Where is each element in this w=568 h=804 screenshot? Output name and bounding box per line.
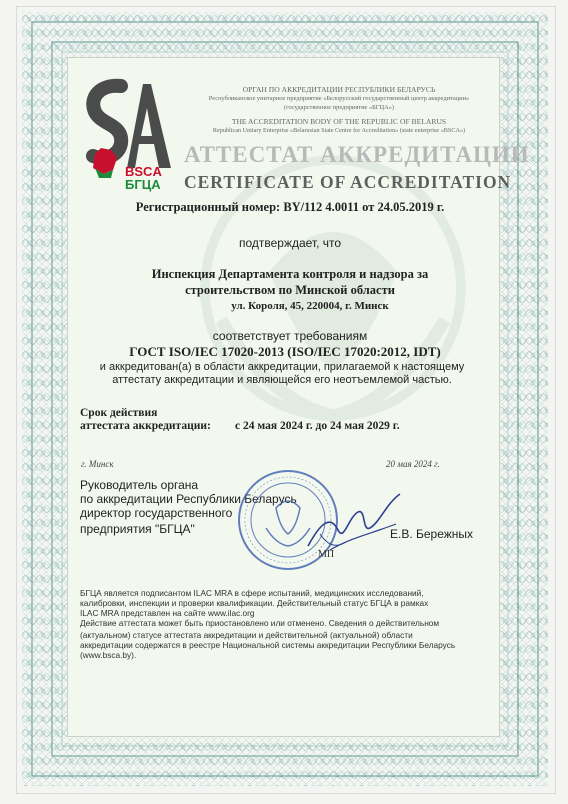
- accredited-text-line1: и аккредитован(а) в области аккредитации, прилагаемой к настоящему: [99, 361, 465, 373]
- footer-line-3: ILAC MRA представлен на сайте www.ilac.org: [80, 608, 255, 618]
- title-en: CERTIFICATE OF ACCREDITATION: [184, 172, 512, 192]
- signatory-title-line4: предприятия "БГЦА": [80, 522, 195, 536]
- footer-line-1: БГЦА является подписантом ILAC MRA в сфере испытаний, медицинских исследований,: [80, 588, 424, 598]
- accredited-text-line2: аттестату аккредитации и являющейся его неотъемлемой частью.: [112, 374, 452, 386]
- logo-bsca-text: BSCA: [125, 164, 162, 179]
- footer-line-6: аккредитации содержатся в реестре Национальной системы аккредитации Республики Беларусь: [80, 640, 456, 650]
- issue-city: г. Минск: [81, 459, 114, 469]
- signatory-title-line1: Руководитель органа: [80, 478, 199, 492]
- standard-reference: ГОСТ ISO/IEC 17020-2013 (ISO/IEC 17020:2012, IDT): [129, 344, 441, 359]
- footer-line-7: (www.bsca.by).: [80, 650, 137, 660]
- title-ru: АТТЕСТАТ АККРЕДИТАЦИИ: [184, 142, 530, 167]
- header-enterprise-ru-1: Республиканское унитарное предприятие «Белорусский государственный центр аккредитации»: [208, 95, 470, 102]
- footer-line-5: (актуальном) статусе аттестата аккредитации и действительной (актуальной) области: [80, 630, 413, 640]
- header-org-en: THE ACCREDITATION BODY OF THE REPUBLIC OF BELARUS: [231, 117, 447, 126]
- footer-line-2: калибровки, инспекции и проверки квалификации. Действительный статус БГЦА в рамках: [80, 598, 429, 608]
- signatory-title-line2: по аккредитации Республики Беларусь: [80, 492, 297, 506]
- header-enterprise-ru-2: (государственное предприятие «БГЦА»): [283, 104, 395, 111]
- organization-name-line2: строительством по Минской области: [185, 283, 395, 297]
- validity-label-line2: аттестата аккредитации:: [80, 420, 211, 432]
- handwritten-signature: [300, 484, 410, 564]
- complies-text: соответствует требованиям: [212, 329, 368, 343]
- header-enterprise-en: Republican Unitary Enterprise «Belarusian State Centre for Accreditation» (state enterprise «BSCA»): [212, 127, 466, 134]
- signatory-title-line3: директор государственного: [80, 506, 233, 520]
- footer-line-4: Действие аттестата может быть приостановлено или отменено. Сведения о действительном: [80, 618, 440, 628]
- organization-name-line1: Инспекция Департамента контроля и надзора за: [151, 267, 429, 281]
- confirms-text: подтверждает, что: [238, 236, 342, 250]
- validity-period: с 24 мая 2024 г. до 24 мая 2029 г.: [235, 420, 400, 432]
- registration-number: Регистрационный номер: BY/112 4.0011 от 24.05.2019 г.: [135, 200, 445, 214]
- issue-date: 20 мая 2024 г.: [386, 459, 440, 469]
- signer-name: Е.В. Бережных: [390, 527, 474, 541]
- seal-place-mark: МП: [318, 549, 335, 560]
- logo-bgca-text: БГЦА: [125, 177, 161, 192]
- header-org-ru: ОРГАН ПО АККРЕДИТАЦИИ РЕСПУБЛИКИ БЕЛАРУСЬ: [242, 85, 436, 94]
- organization-address: ул. Короля, 45, 220004, г. Минск: [231, 300, 389, 312]
- validity-label-line1: Срок действия: [80, 407, 158, 419]
